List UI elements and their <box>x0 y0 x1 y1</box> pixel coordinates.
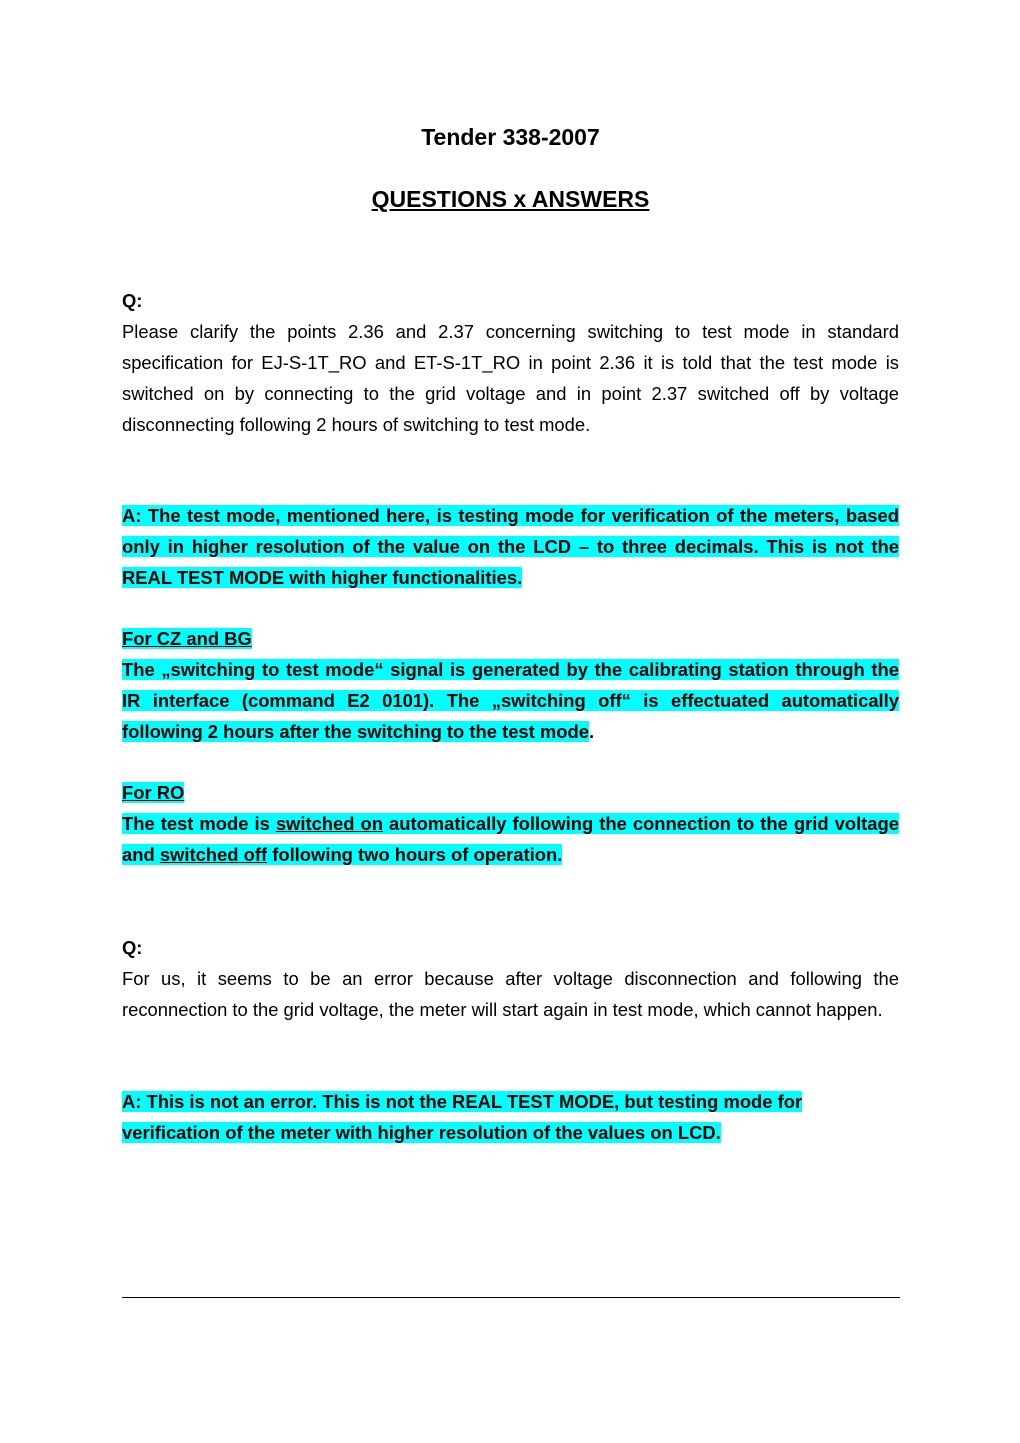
question-1-text: Please clarify the points 2.36 and 2.37 concerning switching to test mode in standard specification for EJ-S-1T_RO and ET-S-1T_RO in point 2.36 it is told that the test mode is switched on by connecting to the grid voltage and in point 2.37 switched off by voltage disconnecting following 2 hours of switching to test mode. <box>122 321 899 435</box>
document-title: Tender 338-2007 <box>421 124 600 150</box>
ro-switched-on: switched on <box>275 813 383 834</box>
question-2-text: For us, it seems to be an error because after voltage disconnection and following the reconnection to the grid voltage, the meter will start again in test mode, which cannot happen. <box>122 968 899 1020</box>
ro-text-part-3: following two hours of operation. <box>267 844 563 865</box>
question-1 <box>122 285 899 440</box>
question-2-label: Q: <box>122 937 143 958</box>
answer-1 <box>122 500 899 593</box>
ro-heading: For RO <box>122 782 185 803</box>
cz-bg-heading: For CZ and BG <box>122 628 252 649</box>
ro-switched-off: switched off <box>159 844 268 865</box>
cz-bg-text: The „switching to test mode“ signal is generated by the calibrating station through the IR interface (command E2 0101). The „switching off“ is effectuated automatically following 2 hours after the switching to the test mode <box>122 659 899 742</box>
ro-text-part-1: The test mode is <box>122 813 276 834</box>
answer-2 <box>122 1086 899 1148</box>
answer-1-text: A: The test mode, mentioned here, is testing mode for verification of the meters, based only in higher resolution of the value on the LCD – to three decimals. This is not the REAL TEST MODE with higher functionalities. <box>122 505 899 588</box>
footer-divider <box>122 1297 900 1298</box>
answer-1-ro <box>122 777 899 870</box>
ro-text-part-2: automatically following the connection to the grid voltage and <box>122 813 899 865</box>
cz-bg-tail: . <box>588 721 595 742</box>
answer-2-text: A: This is not an error. This is not the REAL TEST MODE, but testing mode for verification of the meter with higher resolution of the values on LCD. <box>122 1091 803 1143</box>
question-2 <box>122 932 899 1025</box>
answer-1-cz-bg <box>122 623 899 747</box>
document-subtitle: QUESTIONS x ANSWERS <box>371 186 650 212</box>
question-1-label: Q: <box>122 290 143 311</box>
